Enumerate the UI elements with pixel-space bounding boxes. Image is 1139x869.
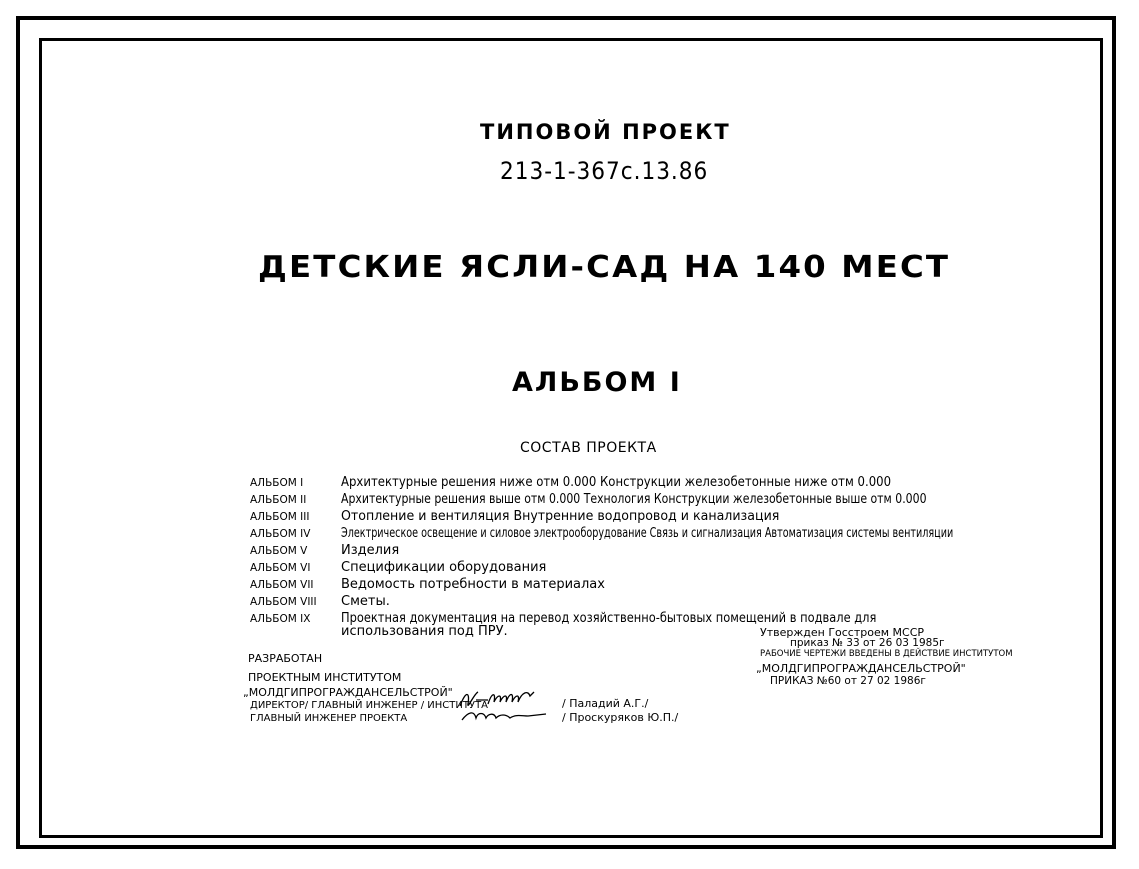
developer-name: / Проскуряков Ю.П./: [562, 711, 679, 724]
album-description: Архитектурные решения выше отм 0.000 Технология Конструкции железобетонные выше отм 0.000: [341, 492, 927, 507]
album-ix-continuation: использования под ПРУ.: [341, 624, 508, 639]
album-title: АЛЬБОМ I: [512, 367, 682, 398]
developer-name: / Паладий А.Г./: [562, 697, 649, 710]
page-title: ДЕТСКИЕ ЯСЛИ-САД НА 140 МЕСТ: [258, 250, 951, 285]
album-code: АЛЬБОМ VIII: [250, 596, 317, 608]
developer-line: РАЗРАБОТАН: [248, 652, 323, 665]
album-code: АЛЬБОМ II: [250, 494, 307, 506]
album-description: Электрическое освещение и силовое электрооборудование Связь и сигнализация Автоматизация системы вентиляции: [341, 526, 954, 541]
album-code: АЛЬБОМ VII: [250, 579, 314, 591]
developer-line: ПРОЕКТНЫМ ИНСТИТУТОМ: [248, 671, 402, 684]
album-code: АЛЬБОМ I: [250, 477, 304, 489]
approval-line: ПРИКАЗ №60 от 27 02 1986г: [770, 675, 926, 687]
stamp-title: ТИПОВОЙ ПРОЕКТ: [480, 120, 731, 144]
album-description: Отопление и вентиляция Внутренние водопровод и канализация: [341, 509, 780, 524]
composition-heading: СОСТАВ ПРОЕКТА: [520, 440, 657, 456]
album-code: АЛЬБОМ IX: [250, 613, 311, 625]
approval-line: Утвержден Госстроем МССР: [760, 626, 925, 639]
approval-line: приказ № 33 от 26 03 1985г: [790, 637, 945, 649]
album-description: Изделия: [341, 543, 400, 558]
album-code: АЛЬБОМ VI: [250, 562, 311, 574]
developer-role: ГЛАВНЫЙ ИНЖЕНЕР ПРОЕКТА: [250, 713, 408, 724]
album-code: АЛЬБОМ V: [250, 545, 308, 557]
project-number: 213-1-367с.13.86: [500, 157, 709, 185]
album-description: Ведомость потребности в материалах: [341, 577, 605, 592]
album-description: Спецификации оборудования: [341, 560, 547, 575]
approval-institute: „МОЛДГИПРОГРАЖДАНСЕЛЬСТРОЙ": [756, 662, 966, 675]
album-description: Архитектурные решения ниже отм 0.000 Конструкции железобетонные ниже отм 0.000: [341, 475, 892, 490]
developer-role: ДИРЕКТОР/ ГЛАВНЫЙ ИНЖЕНЕР / ИНСТИТУТА: [250, 700, 489, 711]
album-code: АЛЬБОМ IV: [250, 528, 311, 540]
approval-line: РАБОЧИЕ ЧЕРТЕЖИ ВВЕДЕНЫ В ДЕЙСТВИЕ ИНСТИТУТОМ: [760, 649, 1013, 659]
album-description: Проектная документация на перевод хозяйственно-бытовых помещений в подвале для: [341, 611, 877, 626]
album-code: АЛЬБОМ III: [250, 511, 310, 523]
album-description: Сметы.: [341, 594, 390, 609]
signature-icon: [458, 686, 568, 726]
developer-institute: „МОЛДГИПРОГРАЖДАНСЕЛЬСТРОЙ": [243, 686, 453, 699]
